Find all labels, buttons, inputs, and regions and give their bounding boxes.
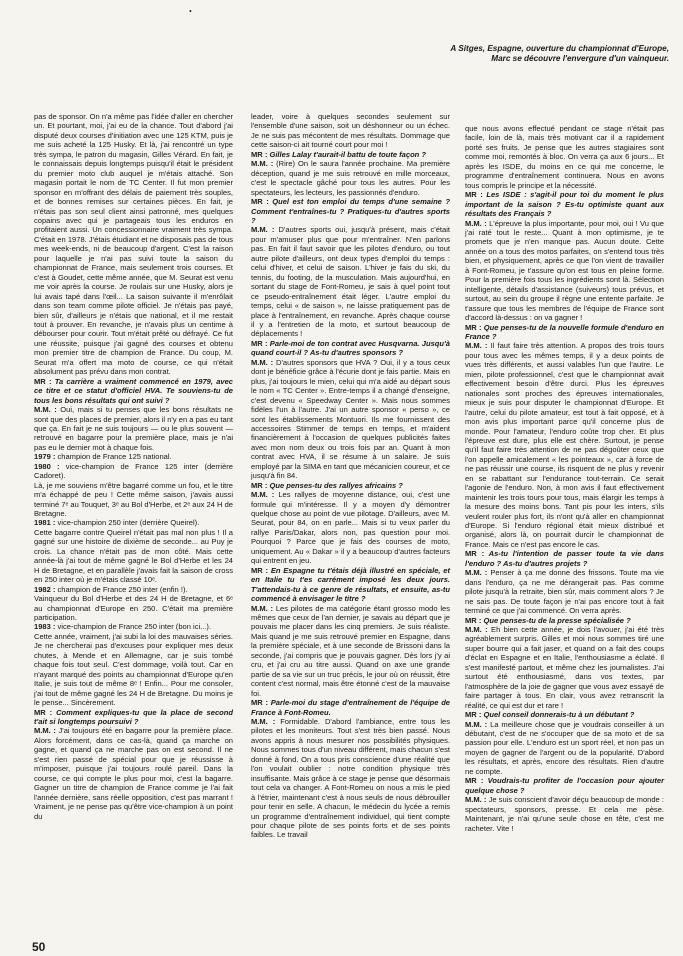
speaker-label: MR :: [465, 549, 485, 559]
paragraph-text: La meilleure chose que je voudrais conseiller à un débutant, c'est de ne s'occuper que de sa moto et de sa passion pour elle. L'enduro est un sport réel, et non pas un moyen de gagner de l'argent ou de la popularité. D'abord les résultats, et après, encore des résultats. Rien d'autre ne compte.: [465, 719, 665, 776]
body-paragraph: [251, 604, 450, 699]
page-number: 50: [32, 940, 46, 954]
question-paragraph: [465, 616, 664, 625]
column-1: [34, 112, 233, 821]
paragraph-text: J'ai toujours été en bagarre pour la première place. Alors forcément, dans ce cas-là, quand ça marche on gagne, et quand ça ne marche pas on est second. Il ne s'est rien passé de spécial pour que je réussisse à m'imposer, puisque j'ai toujours roulé pareil. Dans la course, ce qui compte le plus pour moi, c'est la bagarre. Gagner un titre de champion de France comme je l'ai fait l'année dernière, sans réelle opposition, c'est pas marrant ! Vraiment, je ne pense pas qu'être vice-champion à un point du: [34, 726, 233, 821]
paragraph-text: Cette bagarre contre Queirel n'était pas mal non plus ! Il a gagné sur une histoire de dixième de seconde... au Puy je crois. La chance n'était pas de mon côté. Mais cette année-là j'ai tout de même gagné le Bol d'Herbe et les 24 H de Bretagne, et en parallèle j'avais fait la saison de cross en 250 inter où je m'étais classé 10ᵉ.: [34, 527, 233, 585]
speaker-label: M.M. :: [251, 490, 275, 500]
question-paragraph: [251, 339, 450, 358]
paragraph-text: Quel conseil donnerais-tu à un débutant ?: [483, 710, 635, 720]
paragraph-text: Que penses-tu des rallyes africains ?: [269, 480, 403, 490]
paragraph-text: Eh bien cette année, je dois l'avouer, j'ai été très agréablement surpris. Gilles et moi nous sommes tiré une super bourre qui a fait jaser, et quand on a fait des coups d'éclat en Espagne et en Italie, l'enthousiasme a éclaté. Il s'est manifesté partout, et même chez les journalistes. J'ai surtout été enthousiasmé, dans vos textes, par l'atmosphère de la joie de gagner que vous avez essayé de faire partager à tous. En clair, vous avez retranscrit la réalité, ce qui est dur et rare !: [465, 625, 664, 710]
question-paragraph: [34, 377, 233, 405]
speaker-label: M.M. :: [251, 159, 274, 169]
year-label: 1983 :: [34, 622, 56, 632]
paragraph-text: champion de France 125 national.: [57, 452, 172, 462]
paragraph-text: Que penses-tu de la nouvelle formule d'enduro en France ?: [465, 322, 664, 341]
body-paragraph: [251, 225, 450, 338]
question-paragraph: [465, 710, 664, 719]
paragraph-text: Cette année, vraiment, j'ai subi la loi des mauvaises séries. Je ne chercherai pas d'excuses pour expliquer mes deux chutes, à Mende et en Allemagne, car je suis tombé chaque fois tout seul. C'est dommage, voilà tout. Car en n'ayant marqué des points au championnat d'Europe qu'en Italie, je suis tout de même 8ᵉ ! Enfin... Pour me consoler, j'ai tout de même gagné les 24 H de Bretagne. Du moins je le pense... Sincèrement.: [34, 631, 233, 708]
body-paragraph: [465, 795, 664, 833]
paragraph-text: champion de France 250 inter (enfin !).: [57, 584, 188, 594]
speaker-label: M.M. :: [465, 795, 487, 805]
question-paragraph: [251, 150, 450, 159]
question-paragraph: [465, 549, 664, 568]
speaker-label: MR :: [251, 197, 269, 207]
speaker-label: M.M. :: [34, 405, 57, 415]
body-paragraph: [34, 481, 233, 519]
question-paragraph: [465, 776, 664, 795]
body-paragraph: [34, 726, 233, 821]
palmares-entry: [34, 622, 233, 631]
speaker-label: M.M. :: [251, 357, 274, 367]
paragraph-text: L'épreuve la plus importante, pour moi, oui ! Vu que j'ai raté tout le reste... Quant à mon optimisme, je te promets que je n'en manque pas. Aucun doute. Cette année on a tous des motos parfaites, on s'entend tous très bien, et physiquement, après ce que l'on vient de travailler à Font-Romeu, je t'assure qu'on est tous en pleine forme. Pour la première fois tous les ingrédients sont là. Sélection intelligente, détails d'assistance (suiveurs) tous prévus, et surtout, au sein du groupe il règne une entente parfaite. Je t'assure que tous les membres de l'équipe de France sont d'accord là-dessus : on va gagner !: [465, 218, 664, 323]
body-paragraph: [465, 219, 664, 323]
speaker-label: MR :: [465, 710, 482, 720]
year-label: 1979 :: [34, 452, 56, 462]
question-paragraph: [251, 197, 450, 225]
body-paragraph: [34, 112, 233, 377]
paragraph-text: (Rire) On le saura l'année prochaine. Ma première déception, quand je me suis retrouvé en mille morceaux, c'est le spectacle gâché pour tous les autres. Pour les spectateurs, les lecteurs, les passionnés d'enduro.: [251, 159, 450, 197]
year-label: 1982 :: [34, 584, 56, 594]
speaker-label: M.M. :: [465, 218, 487, 228]
body-paragraph: [34, 405, 233, 452]
paragraph-text: As-tu l'intention de passer toute ta vie dans l'enduro ? As-tu d'autres projets ?: [465, 549, 664, 568]
paragraph-text: leader, voire à quelques secondes seulement sur l'ensemble d'une saison, soit un déshonneur ou un échec. Je ne suis pas mécontent de mes résultats. Dommage que cette saison-ci ait tourné court pour moi !: [251, 112, 450, 150]
speaker-label: MR :: [251, 480, 268, 490]
speaker-label: M.M. :: [465, 568, 488, 578]
speaker-label: MR :: [251, 338, 268, 348]
speaker-label: MR :: [34, 376, 52, 386]
paragraph-text: Oui, mais si tu penses que les bons résultats ne sont que des places de premier, alors il n'y en a pas eu tant que ça. En fait je ne suis toujours — ou le plus souvent — retrouvé en bagarre pour la première place, mais je n'ai pas eu le dernier mot à chaque fois.: [34, 405, 233, 452]
paragraph-text: Formidable. D'abord l'ambiance, entre tous les pilotes et les moniteurs. Tout s'est très bien passé. Nous avons appris à nous mesurer nos possibilités physiques. Nous sommes tous d'un niveau différent, mais chacun s'est donné à fond. On a tous pris conscience d'une réalité que l'on voulait oublier : notre condition physique très insuffisante. Mais grâce à ce stage je pense que désormais tout cela va changer. A Font-Romeu on nous a mis le pied à l'étrier, maintenant c'est à nous seuls de nous débrouiller pour tenir en selle. A chacun, le médecin du lycée a remis un programme d'entraînement individuel, qui tient compte pour chaque pilote de ses points forts et de ses points faibles. Le travail: [251, 717, 450, 840]
paragraph-text: Que penses-tu de la presse spécialisée ?: [483, 615, 631, 625]
body-paragraph: [251, 159, 450, 197]
body-paragraph: [465, 124, 664, 190]
body-paragraph: [34, 594, 233, 622]
body-paragraph: [34, 632, 233, 708]
body-paragraph: [251, 717, 450, 840]
paragraph-text: Il faut faire très attention. A propos des trois tours pour tous avec les mêmes temps, il y a deux points de vues très différents, et aussi valables l'un que l'autre. Le mien, pilote professionnel, c'est que le championnat avait effectivement besoin d'être durci. Plus les épreuves nationales sont proches des épreuves internationales, mieux je suis pour disputer le championnat d'Europe. Et l'autre, celui du pilote amateur, est tout à fait opposé, et à mon avis plus important parce qu'il concerne plus de monde. Pour l'amateur, l'enduro coûte trop cher. Et plus l'épreuve est dure, plus elle est chère. Surtout, je pense qu'il faut faire très attention de ne pas dégoûter ceux que l'on appelle amicalement « les pointeaux », car à force de ne pas réussir une course, ils risquent de ne plus y revenir en se rabattant sur l'endurance tout-terrain. Ce serait l'agonie de l'enduro. Non, à mon avis il faut effectivement maintenir les trois tours pour tous, mais élargir les temps à la mesure des moins bons. Tant pis pour les inters, s'ils veulent rouler plus fort, ils n'ont qu'à aller en championnat d'Europe. Si l'enduro régional était mieux distribué et organisé, alors là, on pourrait durcir le championnat de France. Mais ce n'est pas encore le cas.: [465, 341, 664, 549]
body-paragraph: [465, 568, 664, 615]
speaker-label: M.M. :: [465, 625, 488, 635]
speaker-label: MR :: [251, 698, 268, 708]
palmares-entry: [34, 585, 233, 594]
paragraph-text: vice-champion de France 125 inter (derrière Cadoret).: [34, 461, 233, 481]
paragraph-text: pas de sponsor. On n'a même pas l'idée d'aller en chercher un. Et pourtant, moi, j'ai eu de la chance. Tout d'abord j'ai disputé deux courses d'initiation avec une 125 KTM, puis je me suis acheté la 125 Husky. Et là, j'ai rencontré un type très sympa, le patron du magasin, Gilles Vérard. En fait, je le connaissais depuis longtemps puisqu'il était le président du premier moto club auquel je m'étais attaché. Son magasin portait le nom de TC Center. Il fut mon premier sponsor en m'offrant des délais de paiement très souples, et de bonnes remises sur certaines pièces. En fait, je n'étais pas son seul client ainsi patronné, mes quelques copains avec qui je partageais tous les enduros en profitaient aussi. Un concessionnaire vraiment très sympa. C'était en 1978. J'étais étudiant et ne disposais pas de tous mes week-ends, ni de beaucoup d'argent. C'est la raison pour laquelle je n'ai pas suivi toute la saison du championnat de France, mais seulement trois courses. Et c'est à Goudet, cette même année, que M. Seurat est venu me voir après la course. Je roulais sur une Husky, alors je lui avais tapé dans l'œil... La saison suivante il m'enrôlait dans son team comme pilote officiel. Je n'étais pas payé, bien sûr, d'ailleurs je n'étais que national, et il me restait tout à prouver. En revanche, je n'avais plus un centime à débourser pour courir. Tout m'était prêté ou défrayé. Ce fut une réussite, puisque j'ai gagné des courses et obtenu mon premier titre de champion de France. Du coup, M. Seurat m'a offert ma moto de course, ce qui n'était absolument pas prévu dans mon contrat.: [34, 112, 233, 377]
speaker-label: M.M. :: [251, 603, 274, 613]
speaker-label: M.M. :: [251, 717, 276, 726]
paragraph-text: Là, je me souviens m'être bagarré comme un fou, et le titre m'a échappé de peu ! Cette même saison, j'avais aussi terminé 7ᵉ au Touquet, 3ᵉ au Bol d'Herbe, et 2ᵉ aux 24 H de Bretagne.: [34, 480, 233, 519]
paragraph-text: Parle-moi de ton contrat avec Husqvarna. Jusqu'à quand court-il ? As-tu d'autres sponsors ?: [251, 338, 450, 358]
paragraph-text: Quel est ton emploi du temps d'une semaine ? Comment t'entraînes-tu ? Pratiques-tu d'autres sports ?: [251, 197, 450, 225]
paragraph-text: vice-champion 250 inter (derrière Queirel).: [57, 518, 200, 528]
speaker-label: M.M. :: [465, 341, 488, 351]
paragraph-text: Ta carrière a vraiment commencé en 1979, avec ce titre et ce statut d'officiel HVA. Te souviens-tu de tous les bons résultats qui ont suivi ?: [34, 376, 233, 405]
paragraph-text: vice-champion de France 250 inter (bon ici...).: [57, 622, 212, 632]
speaker-label: M.M. :: [251, 225, 275, 235]
body-paragraph: [465, 625, 664, 710]
paragraph-text: En Espagne tu t'étais déjà illustré en spéciale, et en Italie tu t'es carrément imposé les deux jours. T'attendais-tu à ce genre de résultats, et ensuite, as-tu commencé à envisager le titre ?: [251, 565, 450, 604]
print-mark: •: [189, 7, 192, 16]
column-3: [465, 124, 664, 833]
speaker-label: MR :: [251, 565, 269, 575]
body-paragraph: [465, 341, 664, 549]
speaker-label: M.M. :: [465, 719, 488, 729]
body-paragraph: [251, 358, 450, 481]
column-2: [251, 112, 450, 840]
speaker-label: M.M. :: [34, 726, 56, 736]
speaker-label: MR :: [465, 322, 482, 332]
year-label: 1981 :: [34, 518, 56, 528]
photo-caption: A Sitges, Espagne, ouverture du championnat d'Europe, Marc se découvre l'envergure d'un vainqueur.: [450, 44, 669, 63]
question-paragraph: [251, 481, 450, 490]
paragraph-text: Les pilotes de ma catégorie étant grosso modo les mêmes que ceux de l'an dernier, je savais au départ que je pouvais me placer dans les cinq premiers. Je suis réaliste. Mais quand je me suis retrouvé premier en Espagne, dans la première spéciale, et à une seconde de Brissoni dans la seconde, j'ai compris que je pouvais gagner. Dès lors j'y ai cru, et j'ai cru au titre aussi. Quand on axe une grande partie de sa vie sur un truc précis, le jour où on réussit, être content c'est normal, mais être étonné c'est de la mauvaise foi.: [251, 603, 450, 698]
speaker-label: MR :: [465, 776, 484, 786]
paragraph-text: que nous avons effectué pendant ce stage n'était pas facile, loin de là, mais très motivant car il a rapidement porté ses fruits. Je pense que les autres stagiaires sont comme moi, remontés à bloc. On verra ça aux 6 jours... Et après les ISDE, du moins en ce qui me concerne, le programme d'entraînement continuera. Nous en avons tous compris le principe et la nécessité.: [465, 124, 664, 190]
paragraph-text: Je suis conscient d'avoir déçu beaucoup de monde : spectateurs, sponsors, presse. Et cela me pèse. Maintenant, je n'ai qu'une seule chose en tête, c'est me racheter. Vite !: [465, 795, 664, 833]
speaker-label: MR :: [251, 149, 268, 159]
paragraph-text: Penser à ça me donne des frissons. Toute ma vie dans l'enduro, ça ne me dérangerait pas. Pas comme pilote jusqu'à la retraite, bien sûr, mais comment alors ? Je ne sais pas. De toute façon je n'ai pas encore tout à fait terminé ce que j'ai commencé. On verra après.: [465, 568, 664, 616]
paragraph-text: Parle-moi du stage d'entraînement de l'équipe de France à Font-Romeu.: [251, 698, 450, 717]
paragraph-text: Voudrais-tu profiter de l'occasion pour ajouter quelque chose ?: [465, 776, 665, 795]
speaker-label: MR :: [465, 190, 483, 200]
question-paragraph: [34, 708, 233, 727]
question-paragraph: [251, 566, 450, 604]
question-paragraph: [465, 323, 664, 342]
paragraph-text: Gilles Lalay t'aurait-il battu de toute façon ?: [269, 149, 426, 159]
body-paragraph: [34, 528, 233, 585]
paragraph-text: Comment expliques-tu que la place de second t'ait si longtemps poursuivi ?: [34, 707, 233, 726]
palmares-entry: [34, 518, 233, 527]
paragraph-text: Vainqueur du Bol d'Herbe et des 24 H de Bretagne, et 6ᵉ au championnat d'Europe en 250. C'était ma première participation.: [34, 594, 233, 623]
paragraph-text: D'autres sponsors que HVA ? Oui, il y a tous ceux dont je bénéficie grâce à l'écurie dont je fais partie. Mais en plus, j'ai toujours le mien, celui qui m'a aidé au départ sous le nom « TC Center ». Entre-temps il a changé d'enseigne, c'est devenu « Speedway Center ». Mais nous sommes fidèles l'un à l'autre. J'ai un autre sponsor « perso », ce sont les établissements Montuori. Ils me fournissent des accessoires Stimmer de temps en temps, et m'aident financièrement à l'occasion de quelques publicités faites avec mon nom deux ou trois fois par an. Quant à mon contrat avec HVA, il se résume à un salaire. Je suis employé par la SIMA en tant que mécanicien coureur, et ce jusqu'à fin 84.: [251, 357, 450, 481]
paragraph-text: Les rallyes de moyenne distance, oui, c'est une formule qui m'intéresse. Il y a moyen d'y démontrer quelque chose au point de vue pilotage. D'ailleurs, avec M. Seurat, pour 84, on en parle... Mais si tu veux parler du rallye Paris/Dakar, alors non, pas question pour moi. Pourquoi ? Parce que je fais des courses de moto, uniquement. Au « Dakar » il y a beaucoup d'autres facteurs qui entrent en jeu.: [251, 490, 450, 566]
body-paragraph: [251, 490, 450, 566]
body-paragraph: [465, 720, 664, 777]
paragraph-text: Les ISDE : s'agit-il pour toi du moment le plus important de la saison ? Es-tu optimiste quant aux résultats des Français ?: [465, 190, 664, 219]
palmares-entry: [34, 452, 233, 461]
question-paragraph: [465, 190, 664, 218]
speaker-label: MR :: [465, 615, 482, 625]
speaker-label: MR :: [34, 707, 53, 717]
paragraph-text: D'autres sports oui, jusqu'à présent, mais c'était pour m'amuser plus que pour m'entraîner. N'en parlons pas. En fait il faut savoir que les pilotes d'enduro, ou tout autre pilote d'ailleurs, ont deux types d'emploi du temps : celui d'hiver, et celui de saison. L'hiver je fais du ski, du tennis, du footing, de la musculation. Mais aujourd'hui, en sortant du stage de Font-Romeu, je sais à quel point tout ce pseudo-entraînement était léger. L'autre emploi du temps, celui « de saison », ne laisse pratiquement pas de place à l'entraînement, en revanche. Après chaque course il y a l'entretien de la moto, et surtout beaucoup de déplacements !: [251, 225, 450, 339]
question-paragraph: [251, 698, 450, 717]
body-paragraph: [251, 112, 450, 150]
palmares-entry: [34, 462, 233, 481]
year-label: 1980 :: [34, 461, 60, 471]
